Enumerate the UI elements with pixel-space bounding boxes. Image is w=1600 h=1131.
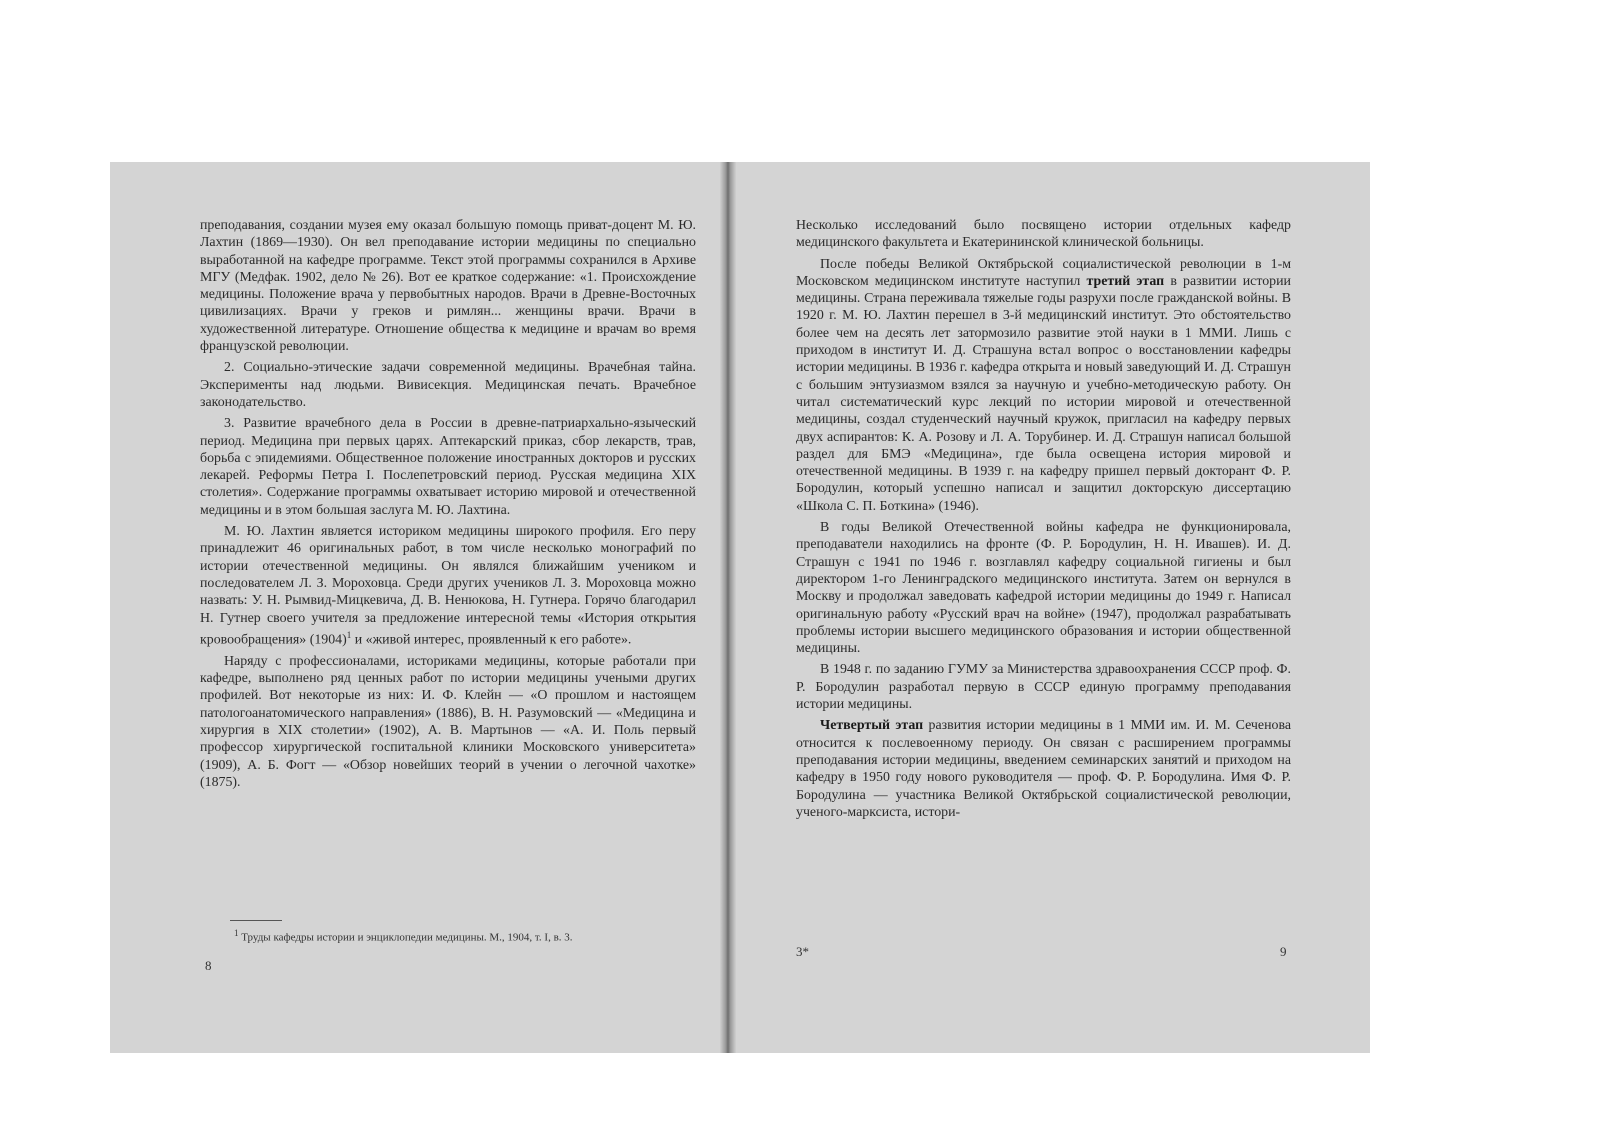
right-paragraph-3: В годы Великой Отечественной войны кафедра не функционировала, преподаватели находились на фронте (Ф. Р. Бородулин, Н. Н. Ивашев). И. Д. Страшун с 1941 по 1946 г. возглавлял кафедру социальной гигиены и был директором 1-го Ленинградского медицинского института. Затем он вернулся в Москву и продолжал заведовать кафедрой истории медицины до 1949 г. Написал оригинальную работу «Русский врач на войне» (1947), продолжал разрабатывать проблемы истории высшего медицинского образования и истории общественной медицины. <box>796 520 1291 657</box>
footnote-marker: 1 <box>346 629 352 640</box>
book-gutter <box>720 162 736 1053</box>
left-paragraph-2: 2. Социально-этические задачи современной медицины. Врачебная тайна. Эксперименты над людьми. Вивисекция. Медицинская печать. Врачебное законодательство. <box>200 360 696 410</box>
right-paragraph-1: Несколько исследований было посвящено истории отдельных кафедр медицинского факультета и Екатерининской клинической больницы. <box>796 218 1291 251</box>
book-spread-scan <box>110 162 1370 1053</box>
third-stage-term: третий этап <box>1086 273 1165 289</box>
left-paragraph-4-text: М. Ю. Лахтин является историком медицины широкого профиля. Его перу принадлежит 46 оригинальных работ, в том числе несколько монографий по истории отечественной медицины. Он являлся ближайшим учеником и последователем Л. З. Мороховца. Среди других учеников Л. З. Мороховца можно назвать: У. Н. Рымвид-Мицкевича, Д. В. Ненюкова, Н. Гутнера. Горячо благодарил Н. Гутнер своего учителя за предложение интересной темы «История открытия кровообращения» (1904) <box>200 524 696 648</box>
fourth-stage-term: Четвертый этап <box>820 718 924 734</box>
left-paragraph-4-tail: и «живой интерес, проявленный к его работе». <box>351 632 632 648</box>
page-number-left: 8 <box>205 958 212 973</box>
footnote <box>234 926 714 945</box>
left-paragraph-4 <box>200 523 696 649</box>
right-paragraph-5 <box>796 717 1291 821</box>
footnote-rule <box>230 920 282 921</box>
left-page <box>200 217 696 795</box>
right-paragraph-5-text: развития истории медицины в 1 ММИ им. И. М. Сеченова относится к послевоенному периоду. Он связан с расширением программы преподавания истории медицины, введением семинарских занятий и приходом на кафедру в 1950 году нового руководителя — проф. Ф. Р. Бородулина. Имя Ф. Р. Бородулина — участника Великой Октябрьской социалистической революции, ученого-марксиста, истори- <box>796 718 1291 820</box>
right-page <box>796 217 1291 825</box>
right-paragraph-2-a: После победы Великой Октябрьской социалистической революции в 1-м Московском медицинском институте наступил <box>796 256 1291 289</box>
right-paragraph-4: В 1948 г. по заданию ГУМУ за Министерства здравоохранения СССР проф. Ф. Р. Бородулин разработал первую в СССР единую программу преподавания истории медицины. <box>796 662 1291 713</box>
right-paragraph-2 <box>796 256 1291 515</box>
left-paragraph-3: 3. Развитие врачебного дела в России в древне-патриархально-языческий период. Медицина при первых царях. Аптекарский приказ, сбор лекарств, трав, борьба с эпидемиями. Общественное положение иностранных докторов и русских лекарей. Реформы Петра I. Послепетровский период. Русская медицина XIX столетия». Содержание программы охватывает историю мировой и отечественной медицины и в этом большая заслуга М. Ю. Лахтина. <box>200 416 696 518</box>
page-number-right: 9 <box>1280 944 1287 959</box>
left-paragraph-1: преподавания, создании музея ему оказал большую помощь приват-доцент М. Ю. Лахтин (1869—1930). Он вел преподавание истории медицины по специально выработанной на кафедре программе. Текст этой программы сохранился в Архиве МГУ (Медфак. 1902, дело № 26). Вот ее краткое содержание: «1. Происхождение медицины. Положение врача у первобытных народов. Врачи в Древне-Восточных цивилизациях. Врачи у греков и римлян... женщины врачи. Врачи в художественной литературе. Отношение общества к медицине и врачам во время французской революции. <box>200 218 696 355</box>
right-paragraph-2-b: в развитии истории медицины. Страна переживала тяжелые годы разрухи после гражданской войны. В 1920 г. М. Ю. Лахтин перешел в 3-й медицинский институт. Это обстоятельство более чем на десять лет затормозило развитие этой науки в 1 ММИ. Лишь с приходом в институт И. Д. Страшуна встал вопрос о восстановлении кафедры истории медицины. В 1936 г. кафедра открыта и новый заведующий И. Д. Страшун с большим энтузиазмом взялся за научную и учебно-методическую работу. Он читал систематический курс лекций по истории мировой и отечественной медицины, создал студенческий научный кружок, пригласил на кафедру первых двух аспирантов: К. А. Розову и Л. А. Торубинер. И. Д. Страшун написал большой раздел для БМЭ «Медицина», где была освещена история мировой и отечественной медицины. В 1939 г. на кафедру пришел первый докторант Ф. Р. Бородулин, который успешно написал и защитил докторскую диссертацию «Школа С. П. Боткина» (1946). <box>796 273 1291 514</box>
signature-mark: 3* <box>796 944 809 959</box>
footnote-number: 1 <box>234 928 239 938</box>
footnote-text: Труды кафедры истории и энциклопедии медицины. М., 1904, т. I, в. 3. <box>241 931 573 944</box>
left-paragraph-5: Наряду с профессионалами, историками медицины, которые работали при кафедре, выполнено ряд ценных работ по истории медицины учеными других профилей. Вот некоторые из них: И. Ф. Клейн — «О прошлом и настоящем патологоанатомического направления» (1886), В. Н. Разумовский — «Медицина и хирургия в XIX столетии» (1902), А. В. Мартынов — «А. И. Поль первый профессор хирургической госпитальной клиники Московского университета» (1909), А. Б. Фогт — «Обзор новейших теорий в учении о легочной чахотке» (1875). <box>200 653 696 790</box>
